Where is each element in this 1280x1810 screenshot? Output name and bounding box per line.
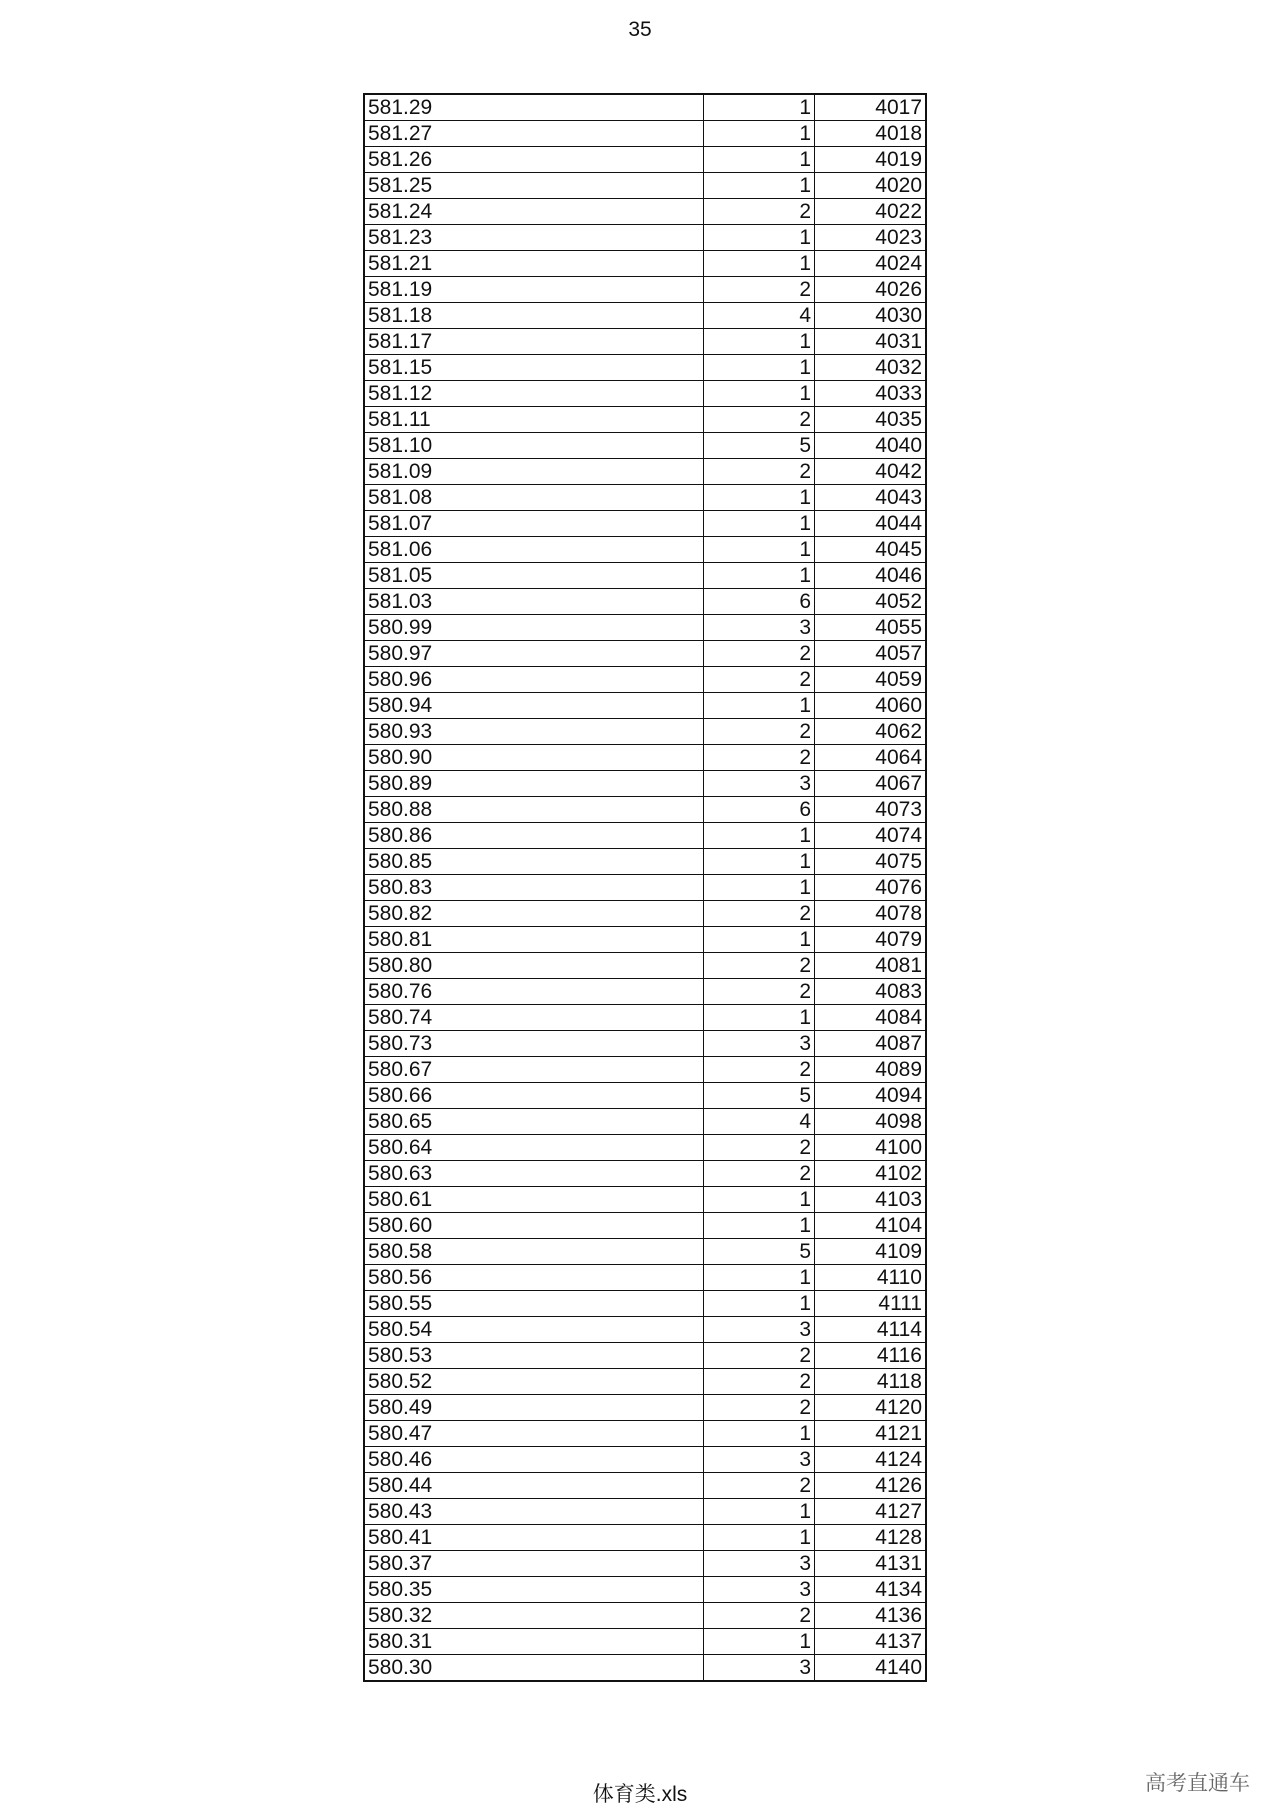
score-cell: 580.93 xyxy=(364,719,704,745)
page-number: 35 xyxy=(628,18,652,41)
count-cell: 2 xyxy=(704,1161,815,1187)
score-cell: 580.52 xyxy=(364,1369,704,1395)
cumulative-cell: 4052 xyxy=(815,589,927,615)
table-row xyxy=(364,1655,926,1682)
table-row xyxy=(364,1135,926,1161)
table-row xyxy=(364,875,926,901)
cumulative-cell: 4121 xyxy=(815,1421,927,1447)
score-cell: 580.47 xyxy=(364,1421,704,1447)
table-row xyxy=(364,1187,926,1213)
score-cell: 581.25 xyxy=(364,173,704,199)
table-row xyxy=(364,147,926,173)
table-row xyxy=(364,225,926,251)
table-row xyxy=(364,1395,926,1421)
table-row xyxy=(364,1525,926,1551)
cumulative-cell: 4046 xyxy=(815,563,927,589)
count-cell: 1 xyxy=(704,849,815,875)
cumulative-cell: 4057 xyxy=(815,641,927,667)
table-row xyxy=(364,173,926,199)
score-cell: 581.18 xyxy=(364,303,704,329)
cumulative-cell: 4045 xyxy=(815,537,927,563)
score-cell: 580.54 xyxy=(364,1317,704,1343)
watermark: 高考直通车 xyxy=(1145,1772,1250,1795)
count-cell: 1 xyxy=(704,1629,815,1655)
score-cell: 580.30 xyxy=(364,1655,704,1682)
cumulative-cell: 4114 xyxy=(815,1317,927,1343)
score-cell: 581.03 xyxy=(364,589,704,615)
score-cell: 580.32 xyxy=(364,1603,704,1629)
score-cell: 580.73 xyxy=(364,1031,704,1057)
score-cell: 580.85 xyxy=(364,849,704,875)
cumulative-cell: 4089 xyxy=(815,1057,927,1083)
cumulative-cell: 4137 xyxy=(815,1629,927,1655)
cumulative-cell: 4083 xyxy=(815,979,927,1005)
count-cell: 1 xyxy=(704,511,815,537)
cumulative-cell: 4098 xyxy=(815,1109,927,1135)
cumulative-cell: 4017 xyxy=(815,94,927,121)
count-cell: 1 xyxy=(704,1187,815,1213)
cumulative-cell: 4100 xyxy=(815,1135,927,1161)
cumulative-cell: 4019 xyxy=(815,147,927,173)
table-row xyxy=(364,1577,926,1603)
count-cell: 2 xyxy=(704,407,815,433)
count-cell: 1 xyxy=(704,381,815,407)
score-cell: 581.11 xyxy=(364,407,704,433)
table-row xyxy=(364,1213,926,1239)
count-cell: 2 xyxy=(704,1343,815,1369)
score-cell: 580.37 xyxy=(364,1551,704,1577)
table-row xyxy=(364,849,926,875)
score-cell: 581.21 xyxy=(364,251,704,277)
count-cell: 1 xyxy=(704,1291,815,1317)
footer-filename: 体育类.xls xyxy=(592,1783,688,1806)
table-body xyxy=(364,94,926,1681)
count-cell: 1 xyxy=(704,329,815,355)
table-row xyxy=(364,1629,926,1655)
count-cell: 2 xyxy=(704,901,815,927)
cumulative-cell: 4030 xyxy=(815,303,927,329)
count-cell: 1 xyxy=(704,1421,815,1447)
cumulative-cell: 4128 xyxy=(815,1525,927,1551)
score-cell: 580.60 xyxy=(364,1213,704,1239)
cumulative-cell: 4073 xyxy=(815,797,927,823)
count-cell: 1 xyxy=(704,251,815,277)
score-cell: 580.31 xyxy=(364,1629,704,1655)
cumulative-cell: 4102 xyxy=(815,1161,927,1187)
count-cell: 2 xyxy=(704,953,815,979)
count-cell: 2 xyxy=(704,1057,815,1083)
cumulative-cell: 4079 xyxy=(815,927,927,953)
table-row xyxy=(364,823,926,849)
score-cell: 581.07 xyxy=(364,511,704,537)
count-cell: 2 xyxy=(704,979,815,1005)
count-cell: 2 xyxy=(704,719,815,745)
count-cell: 2 xyxy=(704,1135,815,1161)
count-cell: 5 xyxy=(704,433,815,459)
table-row xyxy=(364,745,926,771)
table-row xyxy=(364,94,926,121)
table-row xyxy=(364,1083,926,1109)
score-table xyxy=(363,93,927,1682)
table-row xyxy=(364,563,926,589)
count-cell: 4 xyxy=(704,1109,815,1135)
cumulative-cell: 4126 xyxy=(815,1473,927,1499)
count-cell: 1 xyxy=(704,225,815,251)
score-cell: 581.24 xyxy=(364,199,704,225)
cumulative-cell: 4031 xyxy=(815,329,927,355)
score-cell: 580.74 xyxy=(364,1005,704,1031)
score-cell: 580.96 xyxy=(364,667,704,693)
cumulative-cell: 4136 xyxy=(815,1603,927,1629)
cumulative-cell: 4020 xyxy=(815,173,927,199)
count-cell: 6 xyxy=(704,797,815,823)
cumulative-cell: 4124 xyxy=(815,1447,927,1473)
cumulative-cell: 4111 xyxy=(815,1291,927,1317)
cumulative-cell: 4094 xyxy=(815,1083,927,1109)
count-cell: 2 xyxy=(704,745,815,771)
table-row xyxy=(364,485,926,511)
score-cell: 580.43 xyxy=(364,1499,704,1525)
count-cell: 6 xyxy=(704,589,815,615)
cumulative-cell: 4075 xyxy=(815,849,927,875)
score-cell: 580.86 xyxy=(364,823,704,849)
score-cell: 580.49 xyxy=(364,1395,704,1421)
table-row xyxy=(364,1031,926,1057)
count-cell: 1 xyxy=(704,173,815,199)
count-cell: 1 xyxy=(704,1005,815,1031)
score-cell: 580.67 xyxy=(364,1057,704,1083)
cumulative-cell: 4081 xyxy=(815,953,927,979)
table-row xyxy=(364,537,926,563)
count-cell: 5 xyxy=(704,1239,815,1265)
table-row xyxy=(364,979,926,1005)
cumulative-cell: 4018 xyxy=(815,121,927,147)
count-cell: 3 xyxy=(704,615,815,641)
score-cell: 580.99 xyxy=(364,615,704,641)
cumulative-cell: 4131 xyxy=(815,1551,927,1577)
count-cell: 2 xyxy=(704,1603,815,1629)
score-cell: 580.97 xyxy=(364,641,704,667)
count-cell: 1 xyxy=(704,485,815,511)
table-row xyxy=(364,121,926,147)
count-cell: 2 xyxy=(704,1473,815,1499)
cumulative-cell: 4067 xyxy=(815,771,927,797)
score-cell: 580.55 xyxy=(364,1291,704,1317)
count-cell: 1 xyxy=(704,94,815,121)
score-cell: 580.64 xyxy=(364,1135,704,1161)
score-cell: 580.58 xyxy=(364,1239,704,1265)
score-cell: 580.56 xyxy=(364,1265,704,1291)
count-cell: 3 xyxy=(704,1551,815,1577)
table-row xyxy=(364,901,926,927)
cumulative-cell: 4059 xyxy=(815,667,927,693)
count-cell: 3 xyxy=(704,1655,815,1682)
count-cell: 1 xyxy=(704,537,815,563)
score-cell: 580.46 xyxy=(364,1447,704,1473)
count-cell: 2 xyxy=(704,199,815,225)
table-row xyxy=(364,355,926,381)
count-cell: 3 xyxy=(704,1577,815,1603)
score-cell: 580.76 xyxy=(364,979,704,1005)
count-cell: 1 xyxy=(704,147,815,173)
count-cell: 1 xyxy=(704,121,815,147)
cumulative-cell: 4103 xyxy=(815,1187,927,1213)
table-row xyxy=(364,927,926,953)
table-row xyxy=(364,251,926,277)
cumulative-cell: 4033 xyxy=(815,381,927,407)
score-cell: 580.63 xyxy=(364,1161,704,1187)
score-cell: 581.27 xyxy=(364,121,704,147)
count-cell: 1 xyxy=(704,1213,815,1239)
table-row xyxy=(364,641,926,667)
count-cell: 1 xyxy=(704,1499,815,1525)
table-row xyxy=(364,1291,926,1317)
cumulative-cell: 4127 xyxy=(815,1499,927,1525)
score-cell: 580.81 xyxy=(364,927,704,953)
table-row xyxy=(364,589,926,615)
cumulative-cell: 4024 xyxy=(815,251,927,277)
cumulative-cell: 4140 xyxy=(815,1655,927,1682)
score-cell: 580.61 xyxy=(364,1187,704,1213)
score-cell: 581.06 xyxy=(364,537,704,563)
table-row xyxy=(364,1161,926,1187)
cumulative-cell: 4062 xyxy=(815,719,927,745)
score-cell: 580.82 xyxy=(364,901,704,927)
cumulative-cell: 4035 xyxy=(815,407,927,433)
cumulative-cell: 4023 xyxy=(815,225,927,251)
count-cell: 1 xyxy=(704,355,815,381)
table-row xyxy=(364,407,926,433)
table-row xyxy=(364,953,926,979)
table-row xyxy=(364,1109,926,1135)
cumulative-cell: 4032 xyxy=(815,355,927,381)
count-cell: 1 xyxy=(704,563,815,589)
table-row xyxy=(364,719,926,745)
cumulative-cell: 4134 xyxy=(815,1577,927,1603)
table-row xyxy=(364,667,926,693)
table-row xyxy=(364,1447,926,1473)
count-cell: 2 xyxy=(704,1369,815,1395)
cumulative-cell: 4055 xyxy=(815,615,927,641)
table-row xyxy=(364,511,926,537)
cumulative-cell: 4074 xyxy=(815,823,927,849)
table-row xyxy=(364,277,926,303)
table-row xyxy=(364,1421,926,1447)
count-cell: 1 xyxy=(704,693,815,719)
table-row xyxy=(364,1551,926,1577)
score-cell: 581.19 xyxy=(364,277,704,303)
table-row xyxy=(364,693,926,719)
score-cell: 581.29 xyxy=(364,94,704,121)
cumulative-cell: 4084 xyxy=(815,1005,927,1031)
cumulative-cell: 4078 xyxy=(815,901,927,927)
score-cell: 580.90 xyxy=(364,745,704,771)
score-cell: 580.83 xyxy=(364,875,704,901)
count-cell: 2 xyxy=(704,459,815,485)
score-cell: 580.89 xyxy=(364,771,704,797)
score-cell: 580.80 xyxy=(364,953,704,979)
cumulative-cell: 4116 xyxy=(815,1343,927,1369)
count-cell: 2 xyxy=(704,667,815,693)
cumulative-cell: 4076 xyxy=(815,875,927,901)
count-cell: 1 xyxy=(704,927,815,953)
cumulative-cell: 4087 xyxy=(815,1031,927,1057)
table-row xyxy=(364,381,926,407)
table-row xyxy=(364,1005,926,1031)
cumulative-cell: 4060 xyxy=(815,693,927,719)
table-row xyxy=(364,1473,926,1499)
cumulative-cell: 4120 xyxy=(815,1395,927,1421)
count-cell: 3 xyxy=(704,771,815,797)
score-cell: 581.17 xyxy=(364,329,704,355)
score-cell: 581.10 xyxy=(364,433,704,459)
score-cell: 581.08 xyxy=(364,485,704,511)
count-cell: 1 xyxy=(704,1265,815,1291)
score-cell: 581.09 xyxy=(364,459,704,485)
count-cell: 1 xyxy=(704,1525,815,1551)
count-cell: 2 xyxy=(704,1395,815,1421)
score-cell: 580.66 xyxy=(364,1083,704,1109)
table-row xyxy=(364,797,926,823)
cumulative-cell: 4026 xyxy=(815,277,927,303)
score-cell: 580.35 xyxy=(364,1577,704,1603)
table-row xyxy=(364,199,926,225)
table-row xyxy=(364,615,926,641)
score-cell: 581.05 xyxy=(364,563,704,589)
score-cell: 580.41 xyxy=(364,1525,704,1551)
cumulative-cell: 4042 xyxy=(815,459,927,485)
score-cell: 580.94 xyxy=(364,693,704,719)
table-row xyxy=(364,459,926,485)
cumulative-cell: 4104 xyxy=(815,1213,927,1239)
score-cell: 581.12 xyxy=(364,381,704,407)
table-row xyxy=(364,1239,926,1265)
score-cell: 581.26 xyxy=(364,147,704,173)
count-cell: 1 xyxy=(704,875,815,901)
table-row xyxy=(364,303,926,329)
cumulative-cell: 4064 xyxy=(815,745,927,771)
table-row xyxy=(364,1057,926,1083)
count-cell: 3 xyxy=(704,1447,815,1473)
score-cell: 580.88 xyxy=(364,797,704,823)
score-cell: 580.65 xyxy=(364,1109,704,1135)
cumulative-cell: 4043 xyxy=(815,485,927,511)
count-cell: 1 xyxy=(704,823,815,849)
score-cell: 581.15 xyxy=(364,355,704,381)
cumulative-cell: 4110 xyxy=(815,1265,927,1291)
score-cell: 580.53 xyxy=(364,1343,704,1369)
table-row xyxy=(364,1343,926,1369)
table-row xyxy=(364,329,926,355)
cumulative-cell: 4044 xyxy=(815,511,927,537)
count-cell: 3 xyxy=(704,1031,815,1057)
cumulative-cell: 4118 xyxy=(815,1369,927,1395)
cumulative-cell: 4022 xyxy=(815,199,927,225)
table-row xyxy=(364,1499,926,1525)
count-cell: 5 xyxy=(704,1083,815,1109)
count-cell: 4 xyxy=(704,303,815,329)
table-row xyxy=(364,771,926,797)
table-row xyxy=(364,1369,926,1395)
cumulative-cell: 4109 xyxy=(815,1239,927,1265)
count-cell: 2 xyxy=(704,277,815,303)
table-row xyxy=(364,1603,926,1629)
count-cell: 2 xyxy=(704,641,815,667)
score-cell: 580.44 xyxy=(364,1473,704,1499)
table-row xyxy=(364,433,926,459)
score-cell: 581.23 xyxy=(364,225,704,251)
table-row xyxy=(364,1265,926,1291)
count-cell: 3 xyxy=(704,1317,815,1343)
cumulative-cell: 4040 xyxy=(815,433,927,459)
table-row xyxy=(364,1317,926,1343)
